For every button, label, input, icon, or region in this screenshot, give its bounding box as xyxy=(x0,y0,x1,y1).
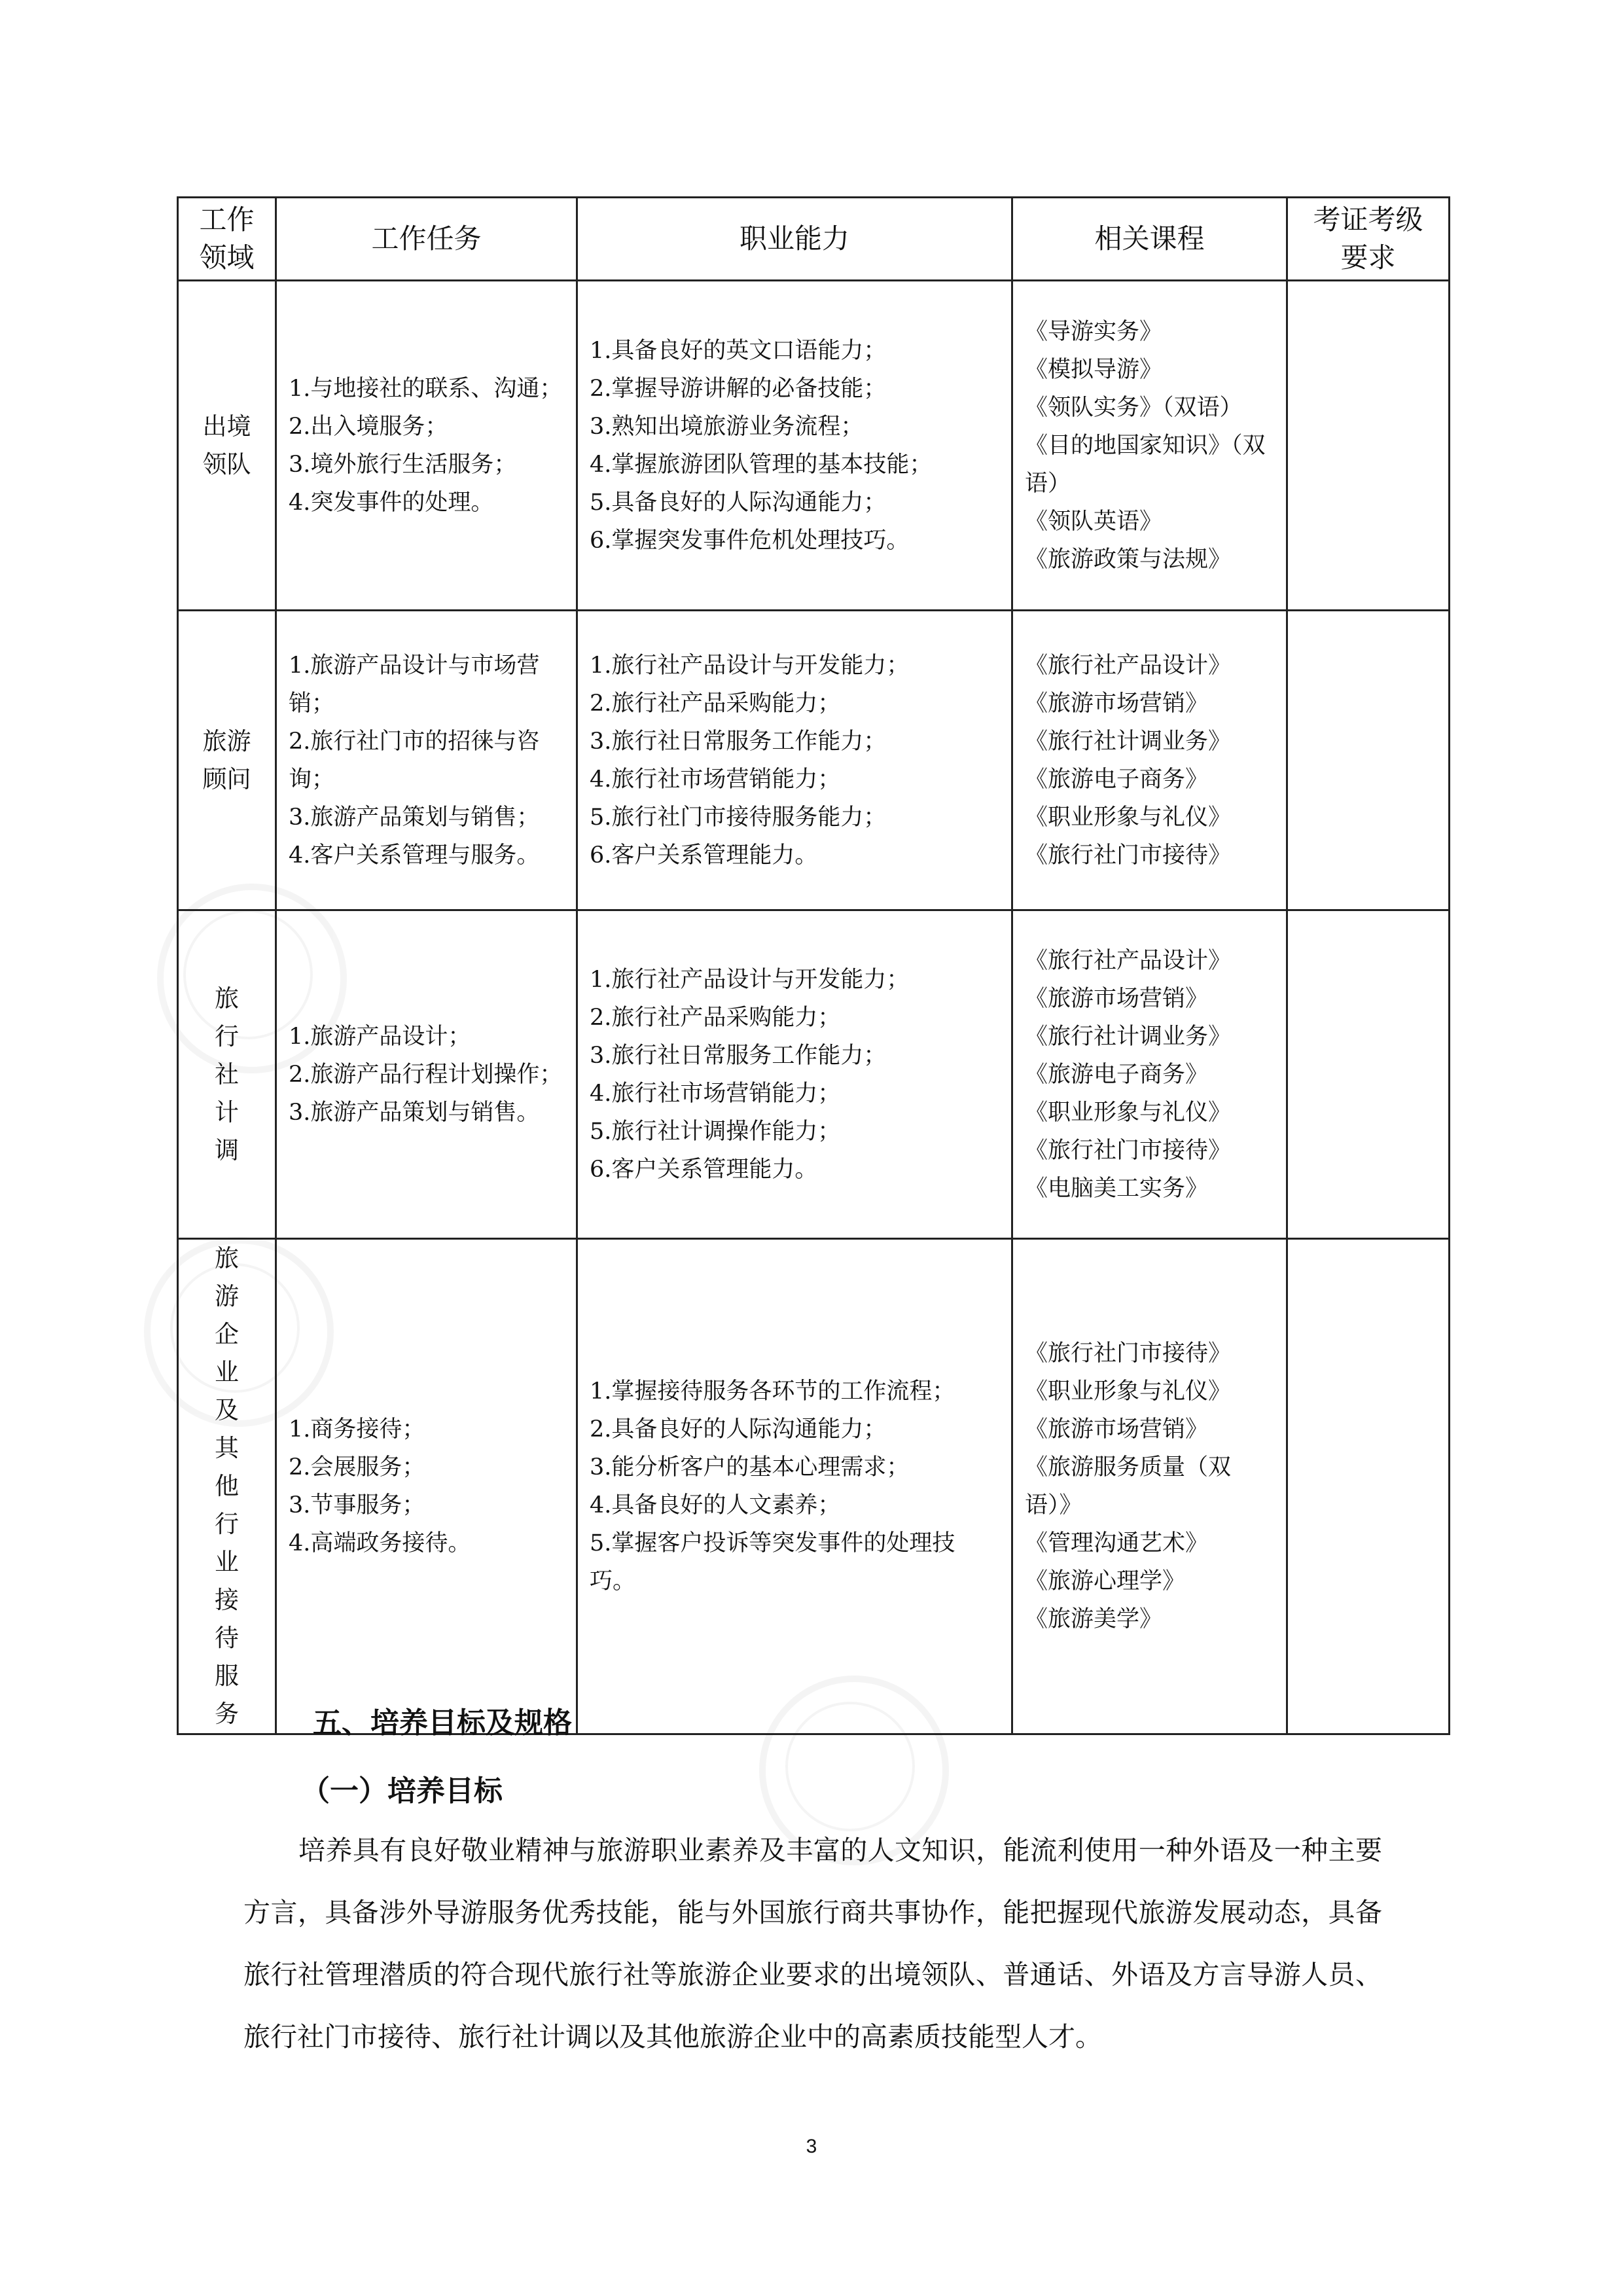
body-paragraph: 培养具有良好敬业精神与旅游职业素养及丰富的人文知识，能流利使用一种外语及一种主要方言，具备涉外导游服务优秀技能，能与外国旅行商共事协作，能把握现代旅游发展动态，具备旅行社管理潜质的符合现代旅行社等旅游企业要求的出境领队、普通话、外语及方言导游人员、旅行社门市接待、旅行社计调以及其他旅游企业中的高素质技能型人才。 xyxy=(243,1835,1382,2053)
course-item: 《旅游市场营销》 xyxy=(1025,690,1209,717)
task-item: 2.旅行社门市的招徕与咨询； xyxy=(289,728,540,793)
abilitie-item: 1.掌握接待服务各环节的工作流程； xyxy=(590,1378,955,1405)
cell-cert xyxy=(1287,910,1450,1239)
course-item: 《旅行社门市接待》 xyxy=(1025,1137,1232,1164)
course-item: 《领队实务》（双语） xyxy=(1025,394,1243,421)
abilitie-item: 3.旅行社日常服务工作能力； xyxy=(590,728,887,755)
abilitie-item: 5.旅行社门市接待服务能力； xyxy=(590,804,887,831)
abilitie-item: 6.客户关系管理能力。 xyxy=(590,1156,818,1183)
course-item: 《旅游心理学》 xyxy=(1025,1568,1186,1594)
cell-work-domain: 旅行社计调 xyxy=(178,910,276,1239)
table-row xyxy=(178,281,1450,611)
abilitie-item: 4.旅行社市场营销能力； xyxy=(590,766,841,793)
task-item: 4.高端政务接待。 xyxy=(289,1530,471,1556)
course-item: 《职业形象与礼仪》 xyxy=(1025,804,1232,831)
course-item: 《旅行社计调业务》 xyxy=(1025,1023,1232,1050)
course-item: 《电脑美工实务》 xyxy=(1025,1175,1209,1202)
table-header-row xyxy=(178,198,1450,281)
abilitie-item: 4.具备良好的人文素养； xyxy=(590,1492,841,1518)
course-item: 《旅游市场营销》 xyxy=(1025,985,1209,1012)
course-item: 《领队英语》 xyxy=(1025,508,1163,535)
abilitie-item: 4.掌握旅游团队管理的基本技能； xyxy=(590,451,933,478)
course-item: 《旅游电子商务》 xyxy=(1025,766,1209,793)
task-item: 3.旅游产品策划与销售； xyxy=(289,804,540,831)
abilitie-item: 5.具备良好的人际沟通能力； xyxy=(590,489,887,516)
cell-work-domain: 旅游企业及其他行业接待服务 xyxy=(178,1239,276,1734)
course-item: 《旅行社计调业务》 xyxy=(1025,728,1232,755)
course-item: 《旅行社产品设计》 xyxy=(1025,947,1232,974)
abilitie-item: 6.客户关系管理能力。 xyxy=(590,842,818,869)
abilitie-item: 1.旅行社产品设计与开发能力； xyxy=(590,652,910,679)
cell-abilities xyxy=(577,611,1012,910)
cell-abilities xyxy=(577,281,1012,611)
header-cert: 考证考级要求 xyxy=(1287,198,1450,281)
abilitie-item: 3.能分析客户的基本心理需求； xyxy=(590,1454,910,1480)
task-item: 1.与地接社的联系、沟通； xyxy=(289,375,563,402)
section-heading: 五、培养目标及规格 xyxy=(313,1706,572,1740)
course-item: 《旅行社门市接待》 xyxy=(1025,842,1232,869)
cell-cert xyxy=(1287,611,1450,910)
abilitie-item: 2.具备良好的人际沟通能力； xyxy=(590,1416,887,1443)
task-item: 1.商务接待； xyxy=(289,1416,425,1443)
header-work-task: 工作任务 xyxy=(276,198,577,281)
cell-courses xyxy=(1012,281,1287,611)
course-item: 《目的地国家知识》（双语） xyxy=(1025,432,1266,497)
course-item: 《职业形象与礼仪》 xyxy=(1025,1099,1232,1126)
course-item: 《旅游电子商务》 xyxy=(1025,1061,1209,1088)
task-item: 2.旅游产品行程计划操作； xyxy=(289,1061,563,1088)
abilitie-item: 2.旅行社产品采购能力； xyxy=(590,690,841,717)
cell-cert xyxy=(1287,1239,1450,1734)
task-item: 2.会展服务； xyxy=(289,1454,425,1480)
task-item: 4.突发事件的处理。 xyxy=(289,489,494,516)
cell-work-domain: 旅游顾问 xyxy=(178,611,276,910)
header-work-domain: 工作领域 xyxy=(178,198,276,281)
cell-courses xyxy=(1012,910,1287,1239)
course-item: 《导游实务》 xyxy=(1025,318,1163,345)
cell-abilities xyxy=(577,1239,1012,1734)
abilitie-item: 6.掌握突发事件危机处理技巧。 xyxy=(590,527,910,554)
header-courses: 相关课程 xyxy=(1012,198,1287,281)
course-item: 《管理沟通艺术》 xyxy=(1025,1530,1209,1556)
course-item: 《职业形象与礼仪》 xyxy=(1025,1378,1232,1405)
abilitie-item: 1.具备良好的英文口语能力； xyxy=(590,337,887,364)
abilitie-item: 3.旅行社日常服务工作能力； xyxy=(590,1042,887,1069)
table-row xyxy=(178,611,1450,910)
task-item: 3.境外旅行生活服务； xyxy=(289,451,517,478)
page-number: 3 xyxy=(806,2136,817,2157)
cell-courses xyxy=(1012,611,1287,910)
table-row xyxy=(178,910,1450,1239)
header-ability: 职业能力 xyxy=(577,198,1012,281)
course-item: 《旅游服务质量（双语）》 xyxy=(1025,1454,1232,1518)
sub-heading: （一）培养目标 xyxy=(301,1774,503,1808)
cell-tasks xyxy=(276,1239,577,1734)
course-item: 《旅行社门市接待》 xyxy=(1025,1340,1232,1367)
course-item: 《模拟导游》 xyxy=(1025,356,1163,383)
task-item: 1.旅游产品设计； xyxy=(289,1023,471,1050)
abilitie-item: 4.旅行社市场营销能力； xyxy=(590,1080,841,1107)
abilitie-item: 5.掌握客户投诉等突发事件的处理技巧。 xyxy=(590,1530,955,1594)
task-item: 2.出入境服务； xyxy=(289,413,448,440)
cell-cert xyxy=(1287,281,1450,611)
abilitie-item: 3.熟知出境旅游业务流程； xyxy=(590,413,864,440)
table-row xyxy=(178,1239,1450,1734)
course-item: 《旅游美学》 xyxy=(1025,1606,1163,1632)
course-item: 《旅游政策与法规》 xyxy=(1025,546,1232,573)
abilitie-item: 2.旅行社产品采购能力； xyxy=(590,1004,841,1031)
curriculum-table xyxy=(177,196,1450,1735)
course-item: 《旅游市场营销》 xyxy=(1025,1416,1209,1443)
task-item: 1.旅游产品设计与市场营销； xyxy=(289,652,540,717)
task-item: 4.客户关系管理与服务。 xyxy=(289,842,540,869)
cell-tasks xyxy=(276,910,577,1239)
task-item: 3.节事服务； xyxy=(289,1492,425,1518)
abilitie-item: 2.掌握导游讲解的必备技能； xyxy=(590,375,887,402)
abilitie-item: 5.旅行社计调操作能力； xyxy=(590,1118,841,1145)
cell-work-domain: 出境领队 xyxy=(178,281,276,611)
cell-tasks xyxy=(276,611,577,910)
task-item: 3.旅游产品策划与销售。 xyxy=(289,1099,540,1126)
cell-tasks xyxy=(276,281,577,611)
cell-abilities xyxy=(577,910,1012,1239)
cell-courses xyxy=(1012,1239,1287,1734)
course-item: 《旅行社产品设计》 xyxy=(1025,652,1232,679)
abilitie-item: 1.旅行社产品设计与开发能力； xyxy=(590,966,910,993)
